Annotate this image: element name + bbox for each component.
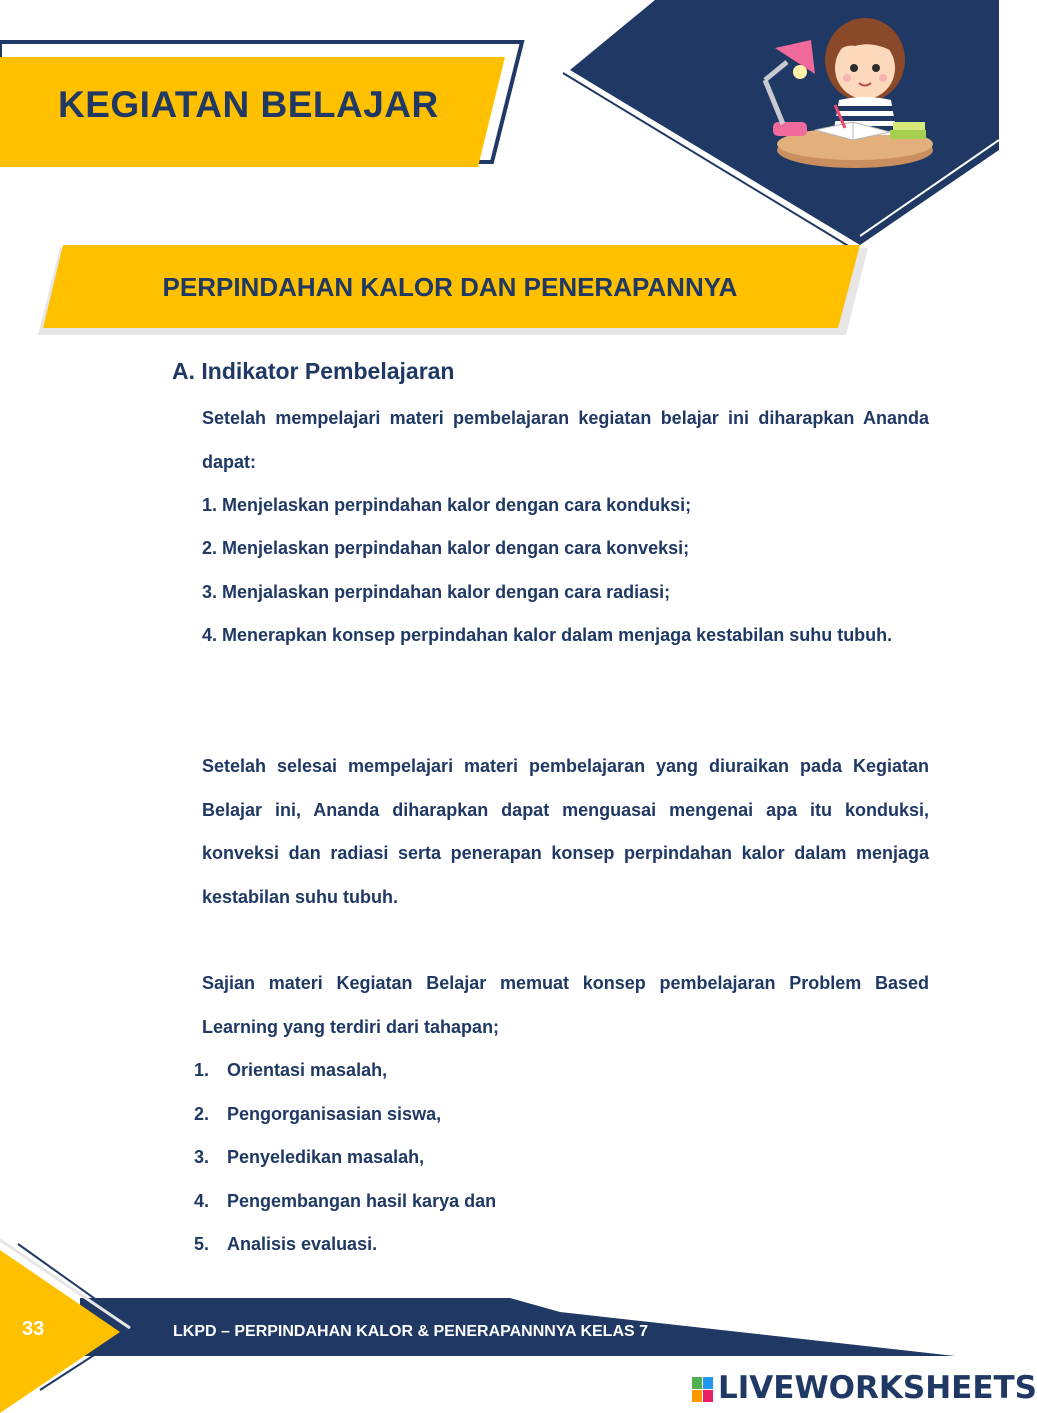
- indicator-item: 1. Menjelaskan perpindahan kalor dengan cara konduksi;: [202, 495, 692, 515]
- watermark-text: LIVEWORKSHEETS: [718, 1370, 1037, 1406]
- liveworksheets-logo-icon: [692, 1377, 714, 1403]
- intro-paragraph: Setelah mempelajari materi pembelajaran kegiatan belajar ini diharapkan Ananda dapat:: [202, 408, 929, 472]
- page-number: 33: [22, 1318, 45, 1340]
- list-item: [194, 1093, 496, 1137]
- pbl-paragraph: Sajian materi Kegiatan Belajar memuat konsep pembelajaran Problem Based Learning yang terdiri dari tahapan;: [202, 973, 929, 1037]
- subtitle-title: PERPINDAHAN KALOR DAN PENERAPANNYA: [162, 272, 738, 302]
- page-title: KEGIATAN BELAJAR: [58, 84, 439, 125]
- indicator-item: 3. Menjalaskan perpindahan kalor dengan cara radiasi;: [202, 582, 671, 602]
- list-number: 4.: [194, 1190, 210, 1211]
- list-item: [194, 1136, 496, 1180]
- girl-studying-illustration: [755, 10, 930, 170]
- list-text: Penyeledikan masalah,: [227, 1147, 425, 1167]
- list-item: [194, 1049, 496, 1093]
- indicator-item: 4. Menerapkan konsep perpindahan kalor dalam menjaga kestabilan suhu tubuh.: [202, 625, 893, 645]
- list-text: Pengembangan hasil karya dan: [227, 1190, 497, 1211]
- list-item: [194, 1180, 496, 1224]
- section-heading: A. Indikator Pembelajaran: [172, 358, 455, 384]
- list-number: 1.: [194, 1060, 210, 1080]
- list-text: Orientasi masalah,: [227, 1060, 388, 1080]
- list-text: Analisis evaluasi.: [227, 1234, 378, 1254]
- indicator-item: 2. Menjelaskan perpindahan kalor dengan cara konveksi;: [202, 538, 690, 558]
- list-number: 3.: [194, 1147, 210, 1167]
- list-number: 5.: [194, 1234, 210, 1254]
- footer-text: LKPD – PERPINDAHAN KALOR & PENERAPANNNYA KELAS 7: [173, 1323, 649, 1340]
- list-number: 2.: [194, 1103, 210, 1124]
- objective-paragraph: Setelah selesai mempelajari materi pembelajaran yang diuraikan pada Kegiatan Belajar ini, Ananda diharapkan dapat menguasai mengenai apa itu konduksi, konveksi dan radiasi serta penerapan konsep perpindahan kalor dalam menjaga kestabilan suhu tubuh.: [202, 756, 929, 907]
- list-text: Pengorganisasian siswa,: [227, 1103, 442, 1124]
